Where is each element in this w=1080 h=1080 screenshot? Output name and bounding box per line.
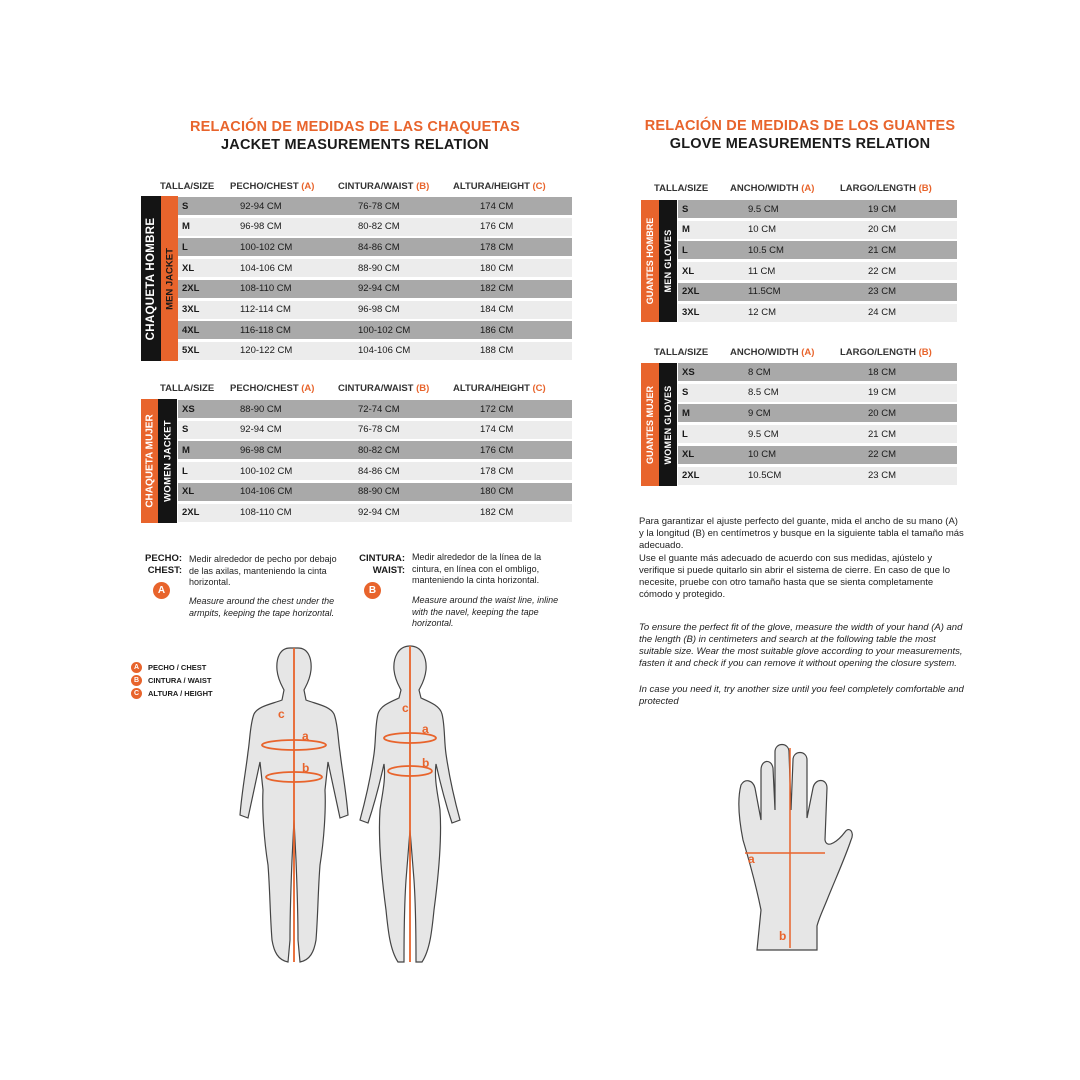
- cell-length: 18 CM: [868, 366, 896, 378]
- cell-chest: 120-122 CM: [240, 345, 293, 357]
- cell-height: 182 CM: [480, 507, 514, 518]
- gloves-men-side-label: [641, 200, 677, 322]
- male-label-b: b: [302, 761, 310, 775]
- cell-length: 19 CM: [868, 387, 896, 399]
- cell-chest: 88-90 CM: [240, 403, 282, 415]
- cell-size: XL: [682, 449, 695, 461]
- header-length: LARGO/LENGTH (B): [840, 347, 932, 358]
- cell-height: 174 CM: [480, 200, 514, 212]
- cell-height: 174 CM: [480, 424, 514, 436]
- cell-chest: 112-114 CM: [240, 304, 291, 315]
- table-row: [178, 321, 572, 339]
- cell-waist: 100-102 CM: [358, 324, 411, 336]
- cell-chest: 92-94 CM: [240, 424, 282, 436]
- cell-waist: 96-98 CM: [358, 304, 400, 315]
- label-chaqueta-hombre: CHAQUETA HOMBRE: [145, 217, 157, 340]
- cell-length: 19 CM: [868, 203, 896, 215]
- cell-waist: 76-78 CM: [358, 424, 400, 436]
- body-figures-illustration: [230, 640, 480, 970]
- table-row: [178, 483, 572, 501]
- table-row: [678, 200, 957, 218]
- cell-waist: 80-82 CM: [358, 221, 400, 233]
- cell-chest: 100-102 CM: [240, 241, 293, 253]
- header-waist: CINTURA/WAIST (B): [338, 383, 430, 394]
- cell-size: XS: [182, 403, 195, 415]
- header-chest: PECHO/CHEST (A): [230, 181, 315, 192]
- cell-size: XL: [182, 486, 195, 498]
- cell-size: 5XL: [182, 345, 200, 357]
- label-men-jacket: MEN JACKET: [164, 247, 175, 310]
- male-label-c: c: [278, 707, 285, 721]
- cell-height: 180 CM: [480, 486, 514, 498]
- cell-size: S: [182, 424, 189, 436]
- cell-chest: 104-106 CM: [240, 486, 293, 498]
- cell-width: 8 CM: [748, 366, 771, 378]
- waist-note-en: Measure around the waist line, inline with the navel, keeping the tape horizontal.: [412, 595, 559, 628]
- table-row: [178, 259, 572, 277]
- cell-waist: 80-82 CM: [358, 444, 400, 456]
- cell-height: 186 CM: [480, 324, 514, 336]
- cell-waist: 92-94 CM: [358, 283, 400, 295]
- cell-size: M: [682, 407, 690, 419]
- cell-chest: 92-94 CM: [240, 200, 282, 212]
- hand-figure: [739, 745, 852, 951]
- waist-term: CINTURA: WAIST:: [359, 553, 405, 576]
- table-row: [678, 304, 957, 322]
- cell-waist: 84-86 CM: [358, 241, 400, 253]
- table-row: [178, 238, 572, 256]
- cell-size: L: [182, 241, 188, 253]
- cell-waist: 84-86 CM: [358, 465, 400, 477]
- cell-size: 4XL: [182, 324, 200, 336]
- cell-length: 20 CM: [868, 224, 896, 236]
- table-row: [678, 283, 957, 301]
- legend-waist: B CINTURA / WAIST: [131, 675, 211, 686]
- cell-size: 2XL: [182, 507, 200, 518]
- cell-width: 9.5 CM: [748, 203, 779, 215]
- male-label-a: a: [302, 729, 309, 743]
- legend-height: C ALTURA / HEIGHT: [131, 688, 213, 699]
- jacket-men-header: [160, 181, 580, 193]
- table-row: [178, 197, 572, 215]
- jacket-men-side-label: [141, 196, 178, 361]
- cell-size: XL: [182, 262, 195, 274]
- waist-letter-badge: B: [364, 582, 381, 599]
- cell-width: 12 CM: [748, 307, 776, 318]
- header-waist: CINTURA/WAIST (B): [338, 181, 430, 192]
- hand-label-b: b: [779, 929, 787, 943]
- cell-size: 2XL: [682, 470, 700, 481]
- label-women-jacket: WOMEN JACKET: [162, 420, 173, 502]
- header-size: TALLA/SIZE: [160, 181, 215, 192]
- cell-waist: 88-90 CM: [358, 486, 400, 498]
- table-row: [178, 342, 572, 360]
- table-row: [178, 462, 572, 480]
- cell-size: 2XL: [182, 283, 200, 295]
- header-chest: PECHO/CHEST (A): [230, 383, 315, 394]
- gloves-instructions-es-1: Para garantizar el ajuste perfecto del guante, mida el ancho de su mano (A) y la longitud (B) en centímetros y busque en la siguiente tabla el tamaño más adecuado.: [639, 516, 964, 551]
- label-chaqueta-mujer: CHAQUETA MUJER: [144, 414, 155, 508]
- table-row: [178, 441, 572, 459]
- cell-size: L: [682, 244, 688, 256]
- cell-width: 10.5CM: [748, 470, 782, 481]
- hand-label-a: a: [748, 852, 755, 866]
- header-height: ALTURA/HEIGHT (C): [453, 383, 546, 394]
- cell-height: 176 CM: [480, 444, 514, 456]
- cell-size: S: [682, 387, 689, 399]
- legend-chest: A PECHO / CHEST: [131, 662, 206, 673]
- chest-term: PECHO: CHEST:: [145, 553, 182, 576]
- table-row: [678, 467, 957, 485]
- label-women-gloves: WOMEN GLOVES: [663, 384, 673, 465]
- table-row: [678, 425, 957, 443]
- cell-height: 180 CM: [480, 262, 514, 274]
- female-label-b: b: [422, 756, 430, 770]
- cell-length: 22 CM: [868, 449, 896, 461]
- chest-note-es: Medir alrededor de pecho por debajo de las axilas, manteniendo la cinta horizontal.: [189, 554, 337, 587]
- jacket-title-es: RELACIÓN DE MEDIDAS DE LAS CHAQUETAS: [190, 119, 520, 135]
- gloves-women-header: [654, 347, 954, 359]
- cell-chest: 108-110 CM: [240, 507, 292, 518]
- table-row: [678, 241, 957, 259]
- cell-size: 2XL: [682, 286, 700, 298]
- cell-size: L: [182, 465, 188, 477]
- cell-chest: 100-102 CM: [240, 465, 293, 477]
- hand-illustration: [735, 740, 855, 955]
- table-row: [178, 218, 572, 236]
- header-width: ANCHO/WIDTH (A): [730, 183, 815, 194]
- cell-length: 20 CM: [868, 407, 896, 419]
- jacket-women-side-label: [141, 399, 177, 523]
- table-row: [178, 301, 572, 319]
- cell-width: 11 CM: [748, 265, 776, 277]
- cell-width: 9.5 CM: [748, 428, 779, 440]
- cell-size: 3XL: [682, 307, 700, 318]
- cell-size: M: [682, 224, 690, 236]
- table-row: [678, 262, 957, 280]
- header-size: TALLA/SIZE: [654, 183, 709, 194]
- cell-size: XL: [682, 265, 695, 277]
- cell-width: 10.5 CM: [748, 244, 784, 256]
- cell-size: S: [682, 203, 689, 215]
- cell-height: 188 CM: [480, 345, 514, 357]
- cell-chest: 108-110 CM: [240, 283, 292, 295]
- cell-chest: 96-98 CM: [240, 221, 282, 233]
- gloves-instructions-en-1: To ensure the perfect fit of the glove, measure the width of your hand (A) and the length (B) in centimeters and search at the following table the most suitable size. Wear the most suitable glove according to your measurements, fasten it and check if you can remove it without opening the closure system.: [639, 622, 963, 669]
- cell-height: 182 CM: [480, 283, 514, 295]
- cell-length: 21 CM: [868, 244, 896, 256]
- gloves-instructions-en-2: In case you need it, try another size until you feel completely comfortable and protected: [639, 684, 964, 707]
- cell-height: 178 CM: [480, 465, 514, 477]
- cell-size: S: [182, 200, 189, 212]
- cell-size: M: [182, 444, 190, 456]
- table-row: [178, 400, 572, 418]
- cell-size: L: [682, 428, 688, 440]
- gloves-instructions-es-2: Use el guante más adecuado de acuerdo con sus medidas, ajústelo y verifique si puede quitarlo sin abrir el sistema de cierre. En caso de que lo necesite, pruebe con otro tamaño hasta que se sienta completamente cómodo y protegido.: [639, 553, 951, 600]
- table-row: [678, 221, 957, 239]
- header-width: ANCHO/WIDTH (A): [730, 347, 815, 358]
- cell-size: 3XL: [182, 304, 200, 315]
- cell-width: 9 CM: [748, 407, 771, 419]
- chest-letter-badge: A: [153, 582, 170, 599]
- table-row: [678, 404, 957, 422]
- label-men-gloves: MEN GLOVES: [663, 229, 673, 293]
- cell-size: M: [182, 221, 190, 233]
- cell-height: 184 CM: [480, 304, 514, 315]
- female-label-c: c: [402, 701, 409, 715]
- cell-height: 176 CM: [480, 221, 514, 233]
- cell-waist: 104-106 CM: [358, 345, 411, 357]
- cell-size: XS: [682, 366, 695, 378]
- chest-note-en: Measure around the chest under the armpits, keeping the tape horizontal.: [189, 596, 335, 618]
- cell-chest: 104-106 CM: [240, 262, 293, 274]
- table-row: [178, 504, 572, 522]
- cell-length: 21 CM: [868, 428, 896, 440]
- table-row: [178, 421, 572, 439]
- cell-waist: 76-78 CM: [358, 200, 400, 212]
- jacket-women-header: [160, 383, 580, 395]
- gloves-title-en: GLOVE MEASUREMENTS RELATION: [669, 136, 931, 152]
- gloves-men-header: [654, 183, 954, 195]
- cell-length: 22 CM: [868, 265, 896, 277]
- cell-width: 10 CM: [748, 224, 776, 236]
- jacket-title-en: JACKET MEASUREMENTS RELATION: [221, 137, 489, 153]
- cell-width: 10 CM: [748, 449, 776, 461]
- cell-waist: 72-74 CM: [358, 403, 400, 415]
- table-row: [678, 384, 957, 402]
- table-row: [678, 363, 957, 381]
- cell-height: 178 CM: [480, 241, 514, 253]
- cell-length: 23 CM: [868, 286, 896, 298]
- gloves-title-es: RELACIÓN DE MEDIDAS DE LOS GUANTES: [644, 118, 956, 134]
- header-size: TALLA/SIZE: [160, 383, 215, 394]
- cell-height: 172 CM: [480, 403, 514, 415]
- cell-width: 11.5CM: [748, 286, 781, 298]
- cell-length: 24 CM: [868, 307, 896, 318]
- label-guantes-hombre: GUANTES HOMBRE: [645, 217, 655, 305]
- cell-waist: 88-90 CM: [358, 262, 400, 274]
- header-height: ALTURA/HEIGHT (C): [453, 181, 546, 192]
- cell-length: 23 CM: [868, 470, 896, 481]
- cell-waist: 92-94 CM: [358, 507, 400, 518]
- cell-width: 8.5 CM: [748, 387, 779, 399]
- waist-note-es: Medir alrededor de la línea de la cintura, en línea con el ombligo, manteniendo la cinta horizontal.: [412, 552, 542, 585]
- table-row: [178, 280, 572, 298]
- header-size: TALLA/SIZE: [654, 347, 709, 358]
- header-length: LARGO/LENGTH (B): [840, 183, 932, 194]
- gloves-women-side-label: [641, 363, 677, 486]
- table-row: [678, 446, 957, 464]
- label-guantes-mujer: GUANTES MUJER: [645, 385, 655, 464]
- cell-chest: 96-98 CM: [240, 444, 282, 456]
- female-label-a: a: [422, 722, 429, 736]
- cell-chest: 116-118 CM: [240, 324, 291, 336]
